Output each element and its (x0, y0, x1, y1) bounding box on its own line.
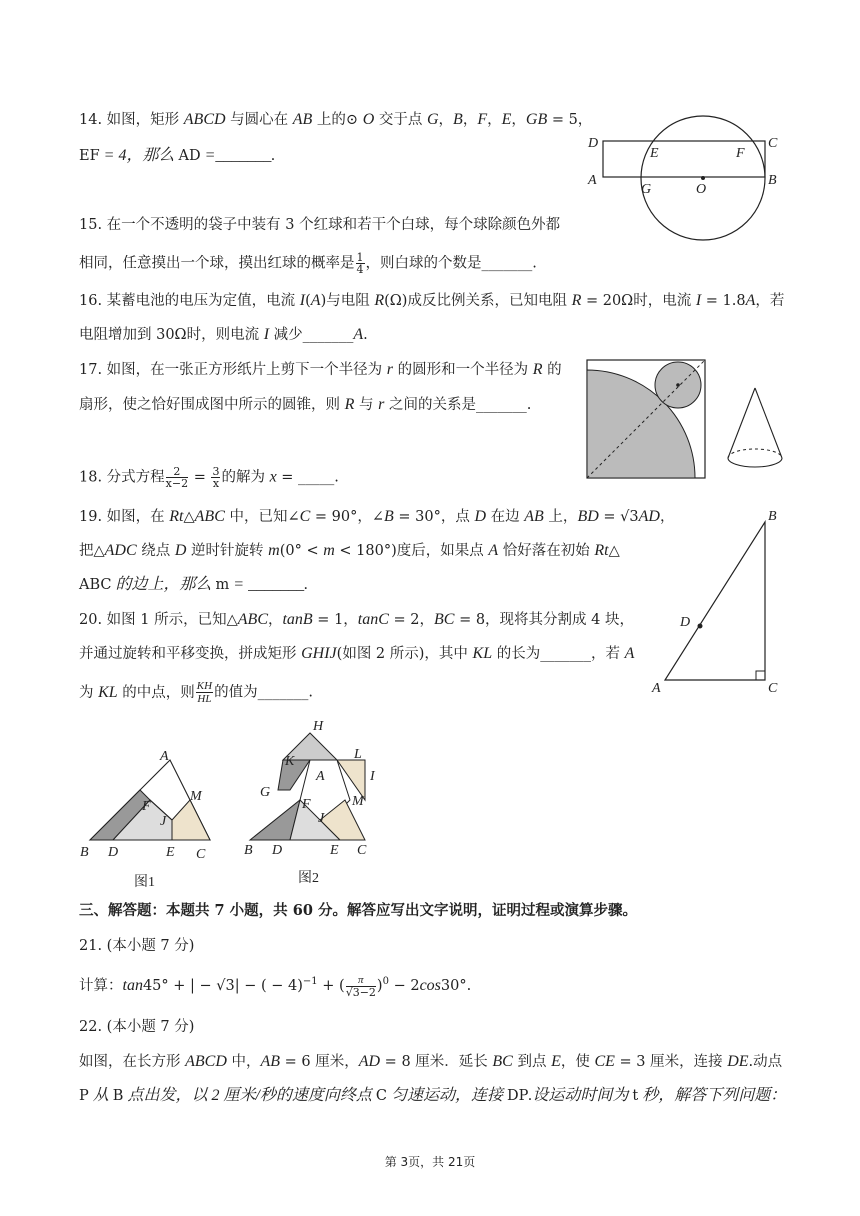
section3-heading: 三、解答题：本题共 7 小题，共 60 分。解答应写出文字说明，证明过程或演算步骤。 (79, 902, 637, 919)
fig19-label-D: D (680, 615, 691, 630)
q22-line1: 如图，在长方形 ABCD 中，AB = 6 厘米，AD = 8 厘米．延长 BC 到点 E，使 CE = 3 厘米，连接 DE.动点 (79, 1053, 783, 1070)
fig19-label-B: B (768, 509, 777, 524)
fig14-label-B: B (768, 173, 777, 188)
fig2-label-D: D (272, 843, 283, 858)
fig2-label-H: H (313, 719, 324, 734)
fig2-label-F: F (302, 797, 311, 812)
q22-line2: P 从 B 点出发，以 2 厘米/秒的速度向终点 C 匀速运动，连接 DP.设运动时间为 t 秒，解答下列问题： (79, 1087, 787, 1104)
fig1-label-F: F (142, 799, 151, 814)
q14-line2: EF = 4，那么 AD =_______. (79, 147, 276, 164)
fig2-label-M: M (352, 794, 364, 809)
figure-14-rect-circle (580, 110, 780, 250)
fig2-label-C: C (357, 843, 367, 858)
figure-19-right-triangle (648, 505, 788, 700)
q20-line3: 为 KL 的中点，则 $\frac{KH}{HL}$ 的值为_______. (79, 680, 313, 705)
q15-fraction: $\frac{1}{4}$ (356, 251, 364, 276)
q19-line2: 把△ADC 绕点 D 逆时针旋转 m(0° < m < 180°)度后，如果点 A 恰好落在初始 Rt△ (79, 542, 620, 559)
q18-line: 18. 分式方程 $\frac{2}{x-2}$ = $\frac{3}{x}$ 的解为 x = _____. (79, 465, 339, 490)
figure-17-square-sector-cone (585, 355, 795, 485)
page-footer: 第 3页，共 21页 (384, 1155, 476, 1169)
fig2-label-G: G (260, 785, 271, 800)
q20-line2: 并通过旋转和平移变换，拼成矩形 GHIJ(如图 2 所示)，其中 KL 的长为_______，若 A (79, 645, 635, 662)
fig14-label-C: C (768, 136, 778, 151)
fig1-label-M: M (190, 789, 202, 804)
fig2-caption: 图2 (298, 871, 319, 886)
fig1-label-D: D (108, 845, 119, 860)
fig1-label-A: A (160, 749, 169, 764)
q20-line1: 20. 如图 1 所示，已知△ABC，tanB = 1，tanC = 2，BC = 8，现将其分割成 4 块， (79, 611, 635, 628)
q15-line1: 15. 在一个不透明的袋子中装有 3 个红球和若干个白球，每个球除颜色外都 (79, 217, 561, 233)
q21-title: 21. (本小题 7 分) (79, 938, 195, 954)
fig1-caption: 图1 (134, 875, 155, 890)
q16-line1: 16. 某蓄电池的电压为定值，电流 I(A)与电阻 R(Ω)成反比例关系，已知电阻 R = 20Ω时，电流 I = 1.8A，若 (79, 292, 785, 309)
fig1-label-J: J (160, 814, 167, 829)
fig14-label-F: F (736, 146, 745, 161)
fig2-label-J: J (318, 811, 325, 826)
fig1-label-E: E (166, 845, 175, 860)
fig2-label-E: E (330, 843, 339, 858)
fig19-label-A: A (652, 681, 661, 696)
fig14-label-A: A (588, 173, 597, 188)
q22-title: 22. (本小题 7 分) (79, 1019, 195, 1035)
q14-line1: 14. 如图，矩形 ABCD 与圆心在 AB 上的⊙ O 交于点 G，B，F，E，GB = 5， (79, 111, 593, 128)
q21-expression: 计算：tan45° + | − √3| − ( − 4)$^{-1}$ + ( $\frac{\pi}{√3-2}$ )$^0$ − 2cos30°. (79, 973, 472, 999)
fig2-label-I: I (370, 769, 375, 784)
fig2-label-B: B (244, 843, 253, 858)
fig14-label-O: O (696, 182, 707, 197)
fig1-label-C: C (196, 847, 206, 862)
q17-line2: 扇形，使之恰好围成图中所示的圆锥，则 R 与 r 之间的关系是_______. (79, 396, 532, 413)
q15-line2: 相同，任意摸出一个球，摸出红球的概率是 $\frac{1}{4}$ ，则白球的个数是_______. (79, 251, 537, 276)
q19-line1: 19. 如图，在 Rt△ABC 中，已知∠C = 90°，∠B = 30°，点 D 在边 AB 上，BD = √3AD， (79, 508, 675, 525)
q19-line3: ABC 的边上，那么 m = _______. (79, 576, 309, 593)
figure-20-fig2 (240, 712, 390, 892)
q16-line2: 电阻增加到 30Ω时，则电流 I 减少_______A. (79, 326, 368, 343)
figure-20-fig1 (75, 740, 225, 895)
fig14-label-G: G (641, 182, 652, 197)
fig19-label-C: C (768, 681, 778, 696)
fig14-label-E: E (650, 146, 659, 161)
fig1-label-B: B (80, 845, 89, 860)
fig2-label-K: K (285, 754, 295, 769)
q17-line1: 17. 如图，在一张正方形纸片上剪下一个半径为 r 的圆形和一个半径为 R 的 (79, 361, 562, 378)
fig2-label-A: A (316, 769, 325, 784)
fig2-label-L: L (354, 747, 362, 762)
fig14-label-D: D (588, 136, 599, 151)
